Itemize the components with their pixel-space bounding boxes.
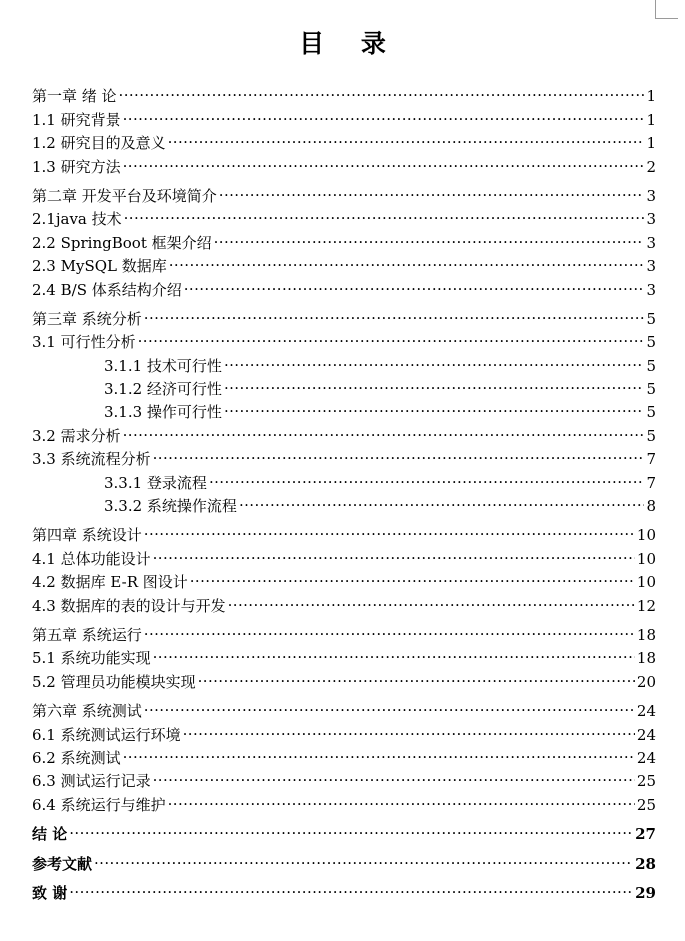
toc-entry-page: 3 bbox=[646, 233, 656, 252]
toc-list bbox=[32, 78, 656, 902]
toc-dot-leader bbox=[123, 148, 645, 171]
toc-dot-leader bbox=[190, 564, 635, 587]
toc-dot-leader bbox=[224, 347, 645, 370]
toc-entry-label: 3.3.2 系统操作流程 bbox=[104, 497, 237, 516]
toc-dot-leader bbox=[198, 663, 635, 686]
toc-entry-label: 3.1.1 技术可行性 bbox=[104, 356, 222, 375]
toc-dot-leader bbox=[144, 517, 635, 540]
toc-entry-page: 5 bbox=[646, 403, 656, 422]
toc-entry-page: 10 bbox=[636, 526, 656, 545]
toc-entry-label: 第三章 系统分析 bbox=[32, 309, 142, 328]
toc-dot-leader bbox=[168, 786, 635, 809]
toc-dot-leader bbox=[224, 394, 645, 417]
toc-entry-label: 6.1 系统测试运行环境 bbox=[32, 725, 181, 744]
toc-entry-page: 25 bbox=[636, 795, 656, 814]
toc-entry-chapter-6[interactable] bbox=[32, 693, 656, 721]
toc-dot-leader bbox=[168, 125, 645, 148]
toc-entry-label: 3.2 需求分析 bbox=[32, 426, 121, 445]
toc-dot-leader bbox=[123, 417, 645, 440]
toc-entry-page: 20 bbox=[636, 672, 656, 691]
toc-dot-leader bbox=[153, 640, 635, 663]
toc-entry-page: 24 bbox=[636, 702, 656, 721]
toc-entry-page: 3 bbox=[646, 257, 656, 276]
page-corner-mark bbox=[655, 0, 678, 19]
toc-entry-page: 5 bbox=[646, 426, 656, 445]
toc-entry-page: 5 bbox=[646, 380, 656, 399]
toc-dot-leader bbox=[119, 78, 645, 101]
toc-entry-2-1[interactable] bbox=[32, 201, 656, 229]
toc-entry-page: 10 bbox=[636, 549, 656, 568]
toc-entry-chapter-1[interactable] bbox=[32, 78, 656, 106]
toc-entry-page: 25 bbox=[636, 772, 656, 791]
toc-entry-label: 第二章 开发平台及环境简介 bbox=[32, 186, 217, 205]
toc-title: 目 录 bbox=[299, 29, 400, 58]
toc-entry-label: 3.1.3 操作可行性 bbox=[104, 403, 222, 422]
toc-entry-3-3[interactable] bbox=[32, 441, 656, 469]
toc-entry-page: 1 bbox=[646, 110, 656, 129]
toc-dot-leader bbox=[153, 540, 635, 563]
toc-entry-label: 2.2 SpringBoot 框架介绍 bbox=[32, 233, 212, 252]
toc-entry-page: 2 bbox=[646, 157, 656, 176]
toc-entry-label: 参考文献 bbox=[32, 854, 93, 873]
toc-entry-1-1[interactable] bbox=[32, 101, 656, 129]
toc-entry-label: 1.2 研究目的及意义 bbox=[32, 134, 166, 153]
toc-entry-page: 24 bbox=[636, 748, 656, 767]
toc-entry-page: 3 bbox=[646, 280, 656, 299]
toc-dot-leader bbox=[153, 763, 635, 786]
toc-entry-page: 3 bbox=[646, 210, 656, 229]
toc-entry-1-3[interactable] bbox=[32, 148, 656, 176]
toc-dot-leader bbox=[123, 740, 635, 763]
toc-entry-label: 6.3 测试运行记录 bbox=[32, 772, 151, 791]
toc-dot-leader bbox=[219, 178, 645, 201]
toc-entry-chapter-4[interactable] bbox=[32, 517, 656, 545]
toc-entry-label: 3.3.1 登录流程 bbox=[104, 473, 207, 492]
toc-entry-page: 5 bbox=[646, 333, 656, 352]
toc-entry-page: 1 bbox=[646, 87, 656, 106]
toc-entry-references[interactable] bbox=[32, 845, 656, 873]
toc-dot-leader bbox=[184, 271, 645, 294]
toc-dot-leader bbox=[138, 324, 645, 347]
toc-entry-label: 2.1java 技术 bbox=[32, 210, 122, 229]
toc-entry-page: 18 bbox=[636, 625, 656, 644]
toc-entry-label: 6.4 系统运行与维护 bbox=[32, 795, 166, 814]
toc-entry-page: 3 bbox=[646, 186, 656, 205]
toc-entry-page: 5 bbox=[646, 309, 656, 328]
toc-entry-label: 第一章 绪 论 bbox=[32, 87, 117, 106]
toc-entry-6-2[interactable] bbox=[32, 740, 656, 767]
toc-dot-leader bbox=[239, 488, 645, 511]
toc-entry-page: 5 bbox=[646, 356, 656, 375]
toc-dot-leader bbox=[94, 845, 633, 868]
toc-dot-leader bbox=[209, 464, 645, 487]
toc-entry-label: 2.4 B/S 体系结构介绍 bbox=[32, 280, 182, 299]
toc-entry-page: 8 bbox=[646, 497, 656, 516]
toc-dot-leader bbox=[224, 371, 645, 394]
toc-entry-label: 第五章 系统运行 bbox=[32, 625, 142, 644]
toc-dot-leader bbox=[144, 301, 645, 324]
toc-entry-label: 2.3 MySQL 数据库 bbox=[32, 257, 167, 276]
toc-dot-leader bbox=[153, 441, 645, 464]
toc-entry-label: 6.2 系统测试 bbox=[32, 748, 121, 767]
toc-entry-page: 24 bbox=[636, 725, 656, 744]
toc-entry-label: 结 论 bbox=[32, 825, 68, 844]
toc-dot-leader bbox=[123, 101, 645, 124]
toc-dot-leader bbox=[214, 224, 645, 247]
toc-entry-1-2[interactable] bbox=[32, 125, 656, 153]
toc-dot-leader bbox=[144, 617, 635, 640]
toc-entry-page: 29 bbox=[635, 883, 656, 902]
toc-dot-leader bbox=[228, 587, 635, 610]
toc-entry-2-2[interactable] bbox=[32, 224, 656, 252]
toc-entry-label: 5.2 管理员功能模块实现 bbox=[32, 672, 196, 691]
toc-entry-label: 1.1 研究背景 bbox=[32, 110, 121, 129]
toc-dot-leader bbox=[69, 875, 633, 898]
toc-entry-label: 3.1 可行性分析 bbox=[32, 333, 136, 352]
toc-entry-label: 3.3 系统流程分析 bbox=[32, 450, 151, 469]
toc-dot-leader bbox=[169, 248, 645, 271]
toc-entry-page: 18 bbox=[636, 649, 656, 668]
toc-dot-leader bbox=[144, 693, 635, 716]
toc-entry-label: 1.3 研究方法 bbox=[32, 157, 121, 176]
toc-entry-acknowledgements[interactable] bbox=[32, 875, 656, 902]
toc-entry-label: 4.1 总体功能设计 bbox=[32, 549, 151, 568]
toc-entry-label: 4.3 数据库的表的设计与开发 bbox=[32, 596, 226, 615]
toc-entry-page: 28 bbox=[635, 854, 656, 873]
toc-entry-page: 1 bbox=[646, 134, 656, 153]
toc-entry-label: 5.1 系统功能实现 bbox=[32, 649, 151, 668]
toc-dot-leader bbox=[124, 201, 645, 224]
toc-entry-label: 第六章 系统测试 bbox=[32, 702, 142, 721]
toc-dot-leader bbox=[183, 716, 635, 739]
toc-entry-6-3[interactable] bbox=[32, 763, 656, 791]
toc-entry-page: 7 bbox=[646, 450, 656, 469]
toc-entry-label: 致 谢 bbox=[32, 883, 68, 902]
toc-entry-3-2[interactable] bbox=[32, 417, 656, 445]
toc-entry-page: 10 bbox=[636, 573, 656, 592]
toc-entry-chapter-2[interactable] bbox=[32, 178, 656, 205]
toc-dot-leader bbox=[69, 816, 633, 839]
toc-entry-label: 3.1.2 经济可行性 bbox=[104, 380, 222, 399]
toc-entry-chapter-3[interactable] bbox=[32, 301, 656, 328]
toc-entry-label: 4.2 数据库 E-R 图设计 bbox=[32, 573, 188, 592]
toc-entry-page: 12 bbox=[636, 596, 656, 615]
toc-entry-label: 第四章 系统设计 bbox=[32, 526, 142, 545]
toc-entry-page: 7 bbox=[646, 473, 656, 492]
toc-entry-page: 27 bbox=[635, 825, 656, 844]
toc-entry-conclusion[interactable] bbox=[32, 816, 656, 844]
toc-entry-chapter-5[interactable] bbox=[32, 617, 656, 644]
